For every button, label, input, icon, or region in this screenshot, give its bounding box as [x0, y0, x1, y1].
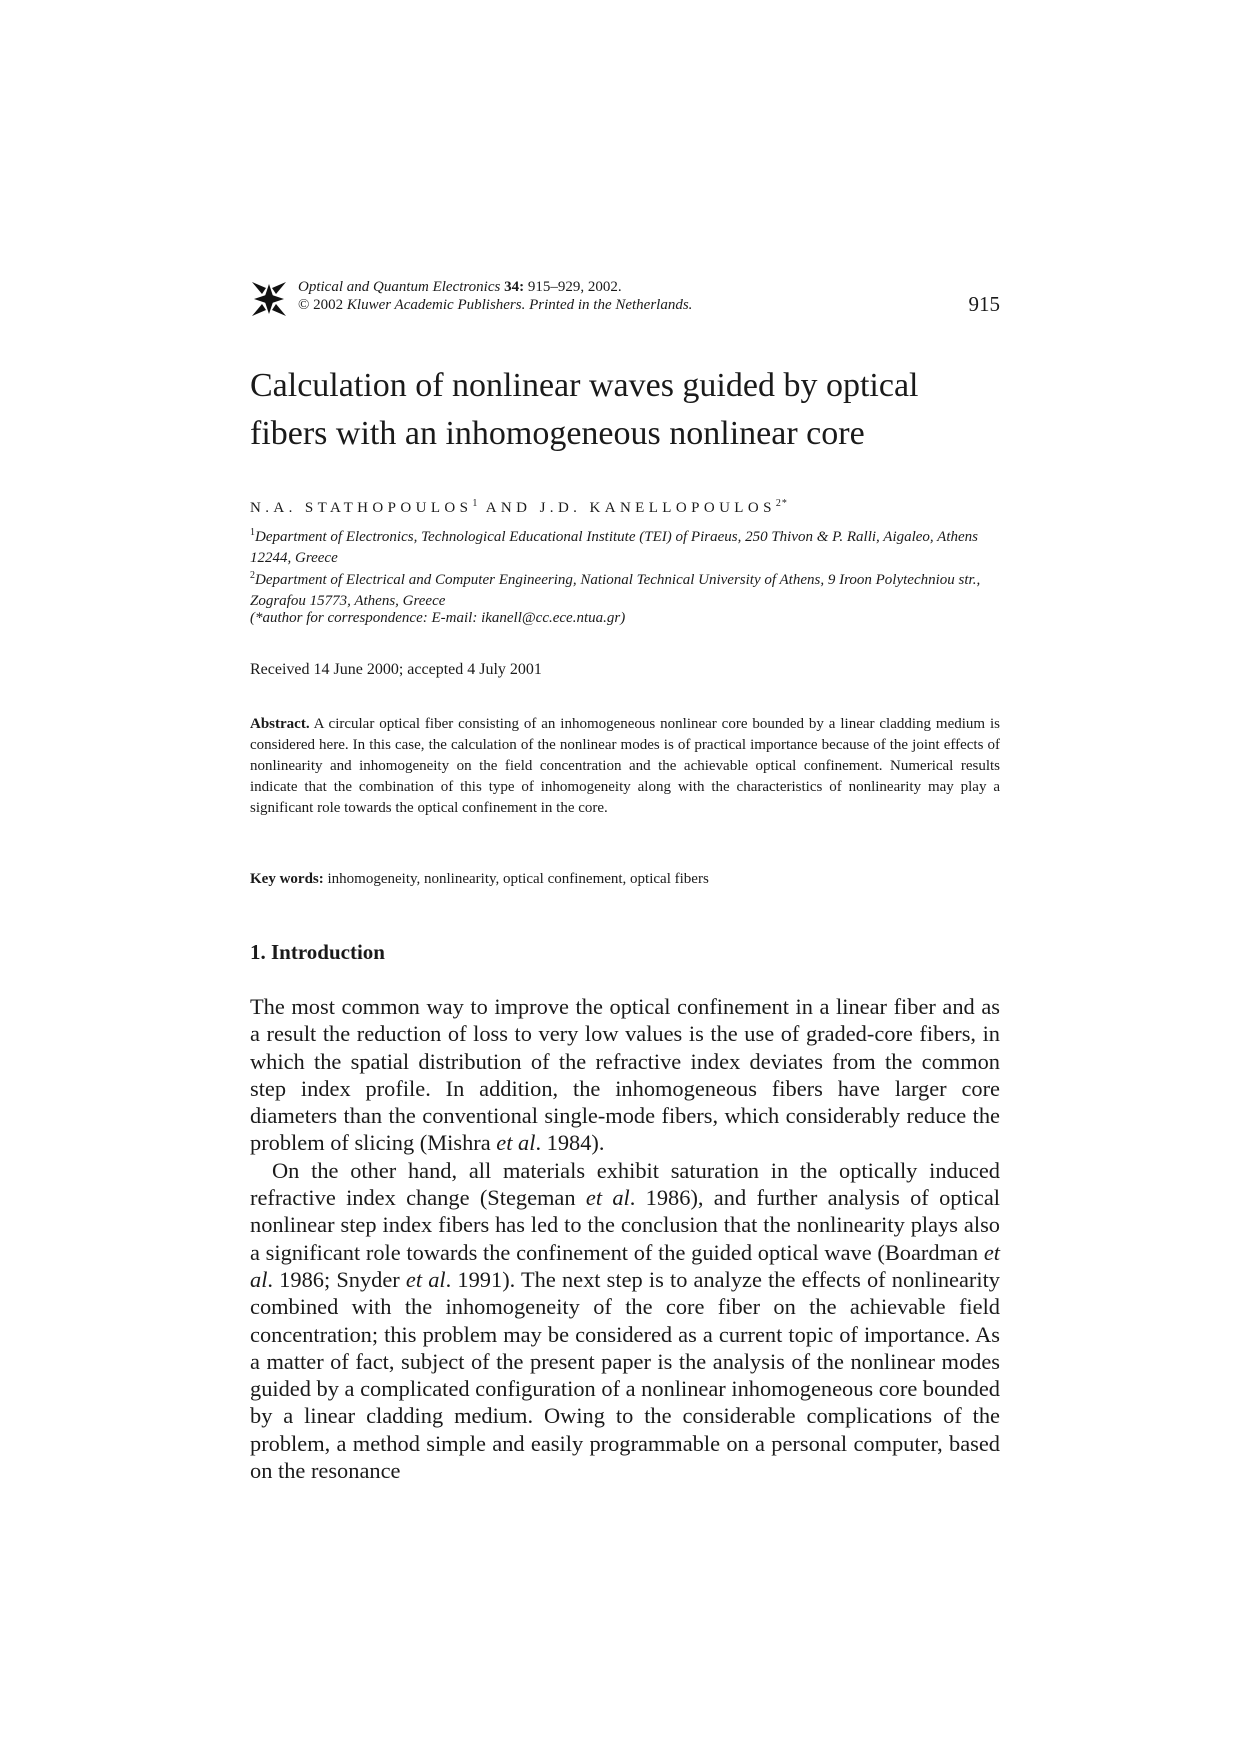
- title-line-1: Calculation of nonlinear waves guided by optical: [250, 367, 919, 404]
- author-list: [250, 498, 788, 517]
- copyright-year: 2002: [313, 297, 344, 313]
- keywords-text: inhomogeneity, nonlinearity, optical confinement, optical fibers: [327, 871, 709, 887]
- paragraph-1-text-a: The most common way to improve the optical confinement in a linear fiber and as a result the reduction of loss to very low values is the use of graded-core fibers, in which the spatial distribution of the refractive index deviates from the common step index profile. In addition, the inhomogeneous fibers have larger core diameters than the conventional single-mode fibers, which considerably reduce the problem of slicing (Mishra: [250, 994, 1000, 1156]
- page-number: 915: [968, 292, 1000, 316]
- citation-etal: et al: [250, 1239, 1000, 1292]
- citation-etal: et al: [496, 1130, 536, 1156]
- author-conjunction: AND: [485, 500, 532, 516]
- journal-pages-year: 915–929, 2002.: [527, 279, 622, 295]
- affiliation-1: [250, 523, 1000, 568]
- paragraph-1: [250, 993, 1000, 1157]
- author-2-affil-mark: 2*: [775, 498, 788, 509]
- paragraph-2-text-c: . 1986; Snyder: [267, 1266, 406, 1292]
- paper-title: [250, 362, 1000, 458]
- affiliation-1-mark: 1: [250, 527, 255, 538]
- author-1-affil-mark: 1: [472, 498, 479, 509]
- author-1: N.A. STATHOPOULOS: [250, 500, 473, 516]
- publisher-logo-icon: [250, 280, 288, 318]
- citation-etal: et al: [405, 1266, 446, 1292]
- journal-header: [250, 280, 1000, 330]
- paragraph-2-text-d: . 1991). The next step is to analyze the effects of nonlinearity combined with the inhomogeneity of the core fiber on the achievable field concentration; this problem may be considered as a current topic of importance. As a matter of fact, subject of the present paper is the analysis of the nonlinear modes guided by a complicated configuration of a nonlinear inhomogeneous core bounded by a linear cladding medium. Owing to the considerable complications of the problem, a method simple and easily programmable on a personal computer, based on the resonance: [250, 1266, 1000, 1484]
- journal-name: Optical and Quantum Electronics: [298, 279, 501, 295]
- keywords: [250, 871, 709, 888]
- abstract: [250, 714, 1000, 819]
- body-text: [250, 993, 1000, 1484]
- affiliation-2: [250, 566, 1000, 611]
- abstract-label: Abstract.: [250, 716, 310, 732]
- received-dates: Received 14 June 2000; accepted 4 July 2001: [250, 661, 542, 678]
- abstract-text: A circular optical fiber consisting of an inhomogeneous nonlinear core bounded by a linear cladding medium is considered here. In this case, the calculation of the nonlinear modes is of practical importance because of the joint effects of nonlinearity and inhomogeneity on the field concentration and the achievable optical confinement. Numerical results indicate that the combination of this type of inhomogeneity along with the characteristics of nonlinearity may play a significant role towards the optical confinement in the core.: [250, 716, 1000, 816]
- journal-line-1: [298, 278, 692, 296]
- title-line-2: fibers with an inhomogeneous nonlinear core: [250, 415, 865, 452]
- affiliation-2-mark: 2: [250, 570, 255, 581]
- citation-etal: et al: [585, 1185, 630, 1211]
- publisher-line: Kluwer Academic Publishers. Printed in the Netherlands.: [346, 297, 693, 313]
- journal-volume: 34:: [504, 279, 525, 295]
- author-2: J.D. KANELLOPOULOS: [539, 500, 776, 516]
- section-heading: 1. Introduction: [250, 940, 385, 964]
- journal-line-2: [298, 296, 692, 314]
- keywords-label: Key words:: [250, 871, 324, 887]
- paragraph-2-text-b: . 1986), and further analysis of optical nonlinear step index fibers has led to the conclusion that the nonlinearity plays also a significant role towards the confinement of the guided optical wave (Boardman: [250, 1185, 1000, 1265]
- affiliation-1-text: Department of Electronics, Technological Educational Institute (TEI) of Piraeus, 250 Thivon & P. Ralli, Aigaleo, Athens 12244, Greece: [250, 529, 978, 566]
- copyright-symbol: ©: [298, 297, 310, 313]
- paragraph-2: [250, 1157, 1000, 1485]
- affiliation-2-text: Department of Electrical and Computer Engineering, National Technical University of Athens, 9 Iroon Polytechniou str., Zografou 15773, Athens, Greece: [250, 572, 981, 609]
- paragraph-2-text-a: On the other hand, all materials exhibit saturation in the optically induced refractive index change (Stegeman: [250, 1157, 1000, 1211]
- journal-citation: [298, 278, 692, 314]
- paragraph-1-text-b: . 1984).: [535, 1130, 605, 1156]
- correspondence-note: (*author for correspondence: E-mail: ikanell@cc.ece.ntua.gr): [250, 610, 626, 626]
